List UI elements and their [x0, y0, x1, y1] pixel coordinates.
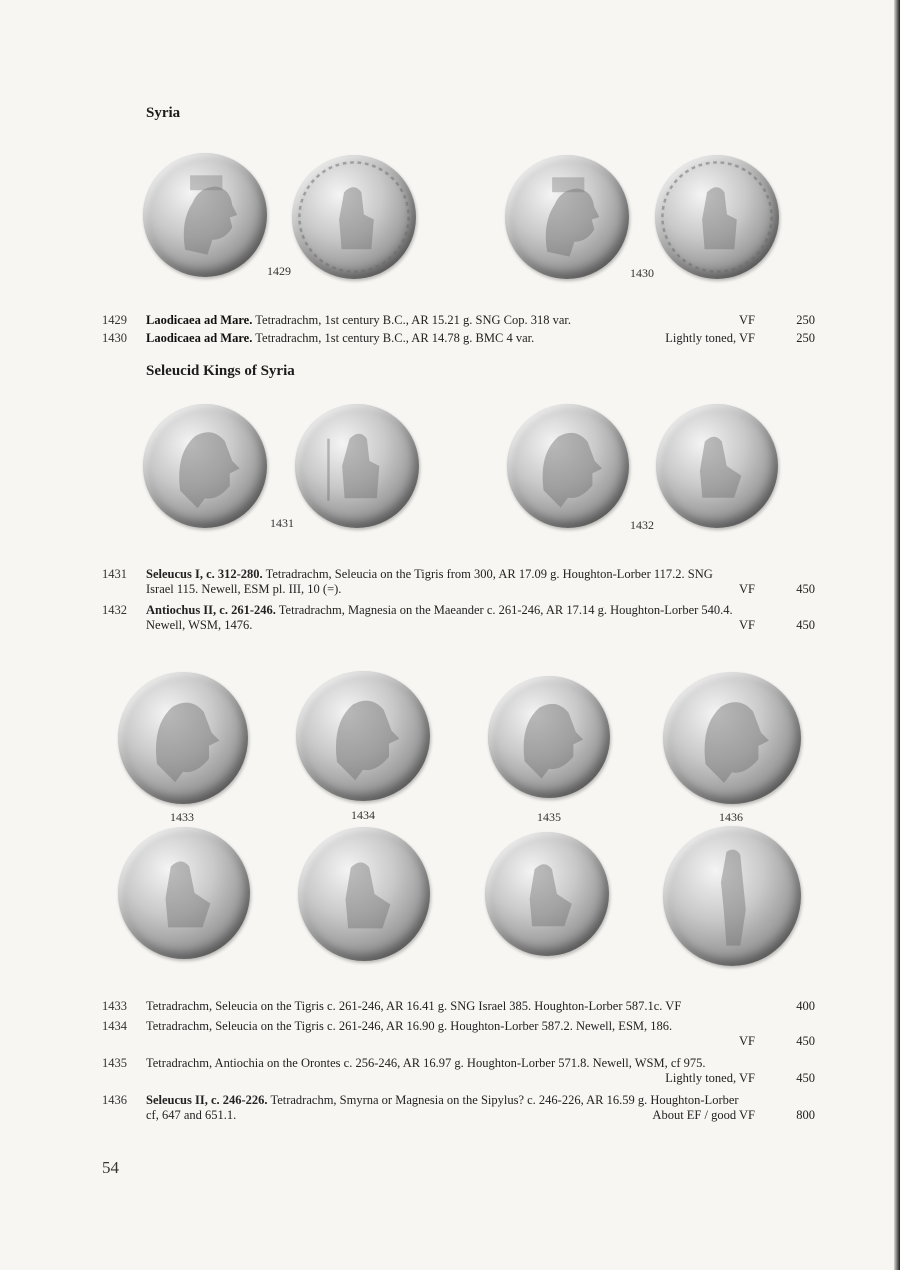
entry-ruler: Laodicaea ad Mare.	[146, 331, 253, 345]
coin-image-1435-obverse	[488, 676, 610, 798]
catalog-entry-1433	[102, 999, 815, 1015]
coin-number-label: 1430	[630, 266, 654, 280]
catalog-entry-1429	[102, 313, 815, 329]
entry-description-continued: cf, 647 and 651.1.	[146, 1108, 237, 1122]
coin-image-1435-reverse	[485, 832, 609, 956]
entry-grade: VF	[739, 1034, 755, 1048]
entry-description: Tetradrachm, Smyrna or Magnesia on the Sipylus? c. 246-226, AR 16.59 g. Houghton-Lorber	[270, 1093, 739, 1107]
entry-price: 250	[796, 313, 815, 327]
entry-price: 250	[796, 331, 815, 345]
catalog-entry-1435	[102, 1056, 815, 1088]
page-number: 54	[102, 1158, 119, 1177]
entry-number: 1431	[102, 567, 127, 581]
page-edge	[894, 0, 900, 1270]
entry-grade: VF	[739, 313, 755, 327]
coin-number-label: 1431	[270, 516, 294, 530]
coin-image-1433-reverse	[118, 827, 250, 959]
entry-description: Tetradrachm, Magnesia on the Maeander c. 261-246, AR 17.14 g. Houghton-Lorber 540.4.	[278, 603, 733, 617]
entry-number: 1434	[102, 1019, 127, 1033]
coin-image-1430-reverse	[655, 155, 779, 279]
coin-number-label: 1435	[537, 810, 561, 824]
entry-number: 1429	[102, 313, 127, 327]
coin-image-1429-reverse	[292, 155, 416, 279]
entry-description: Tetradrachm, Seleucia on the Tigris from 300, AR 17.09 g. Houghton-Lorber 117.2. SNG	[265, 567, 713, 581]
coin-image-1429-obverse	[143, 153, 267, 277]
entry-description: Tetradrachm, 1st century B.C., AR 14.78 g. BMC 4 var.	[255, 331, 535, 345]
entry-number: 1432	[102, 603, 127, 617]
section-heading-seleucid-kings: Seleucid Kings of Syria	[146, 363, 295, 379]
catalog-entry-1431	[102, 567, 815, 599]
entry-price: 450	[796, 1034, 815, 1048]
coin-image-1436-obverse	[663, 672, 801, 804]
entry-ruler: Antiochus II, c. 261-246.	[146, 603, 276, 617]
coin-number-label: 1436	[719, 810, 743, 824]
entry-number: 1435	[102, 1056, 127, 1070]
coin-number-label: 1433	[170, 810, 194, 824]
catalog-entry-1436	[102, 1093, 815, 1125]
entry-description-continued: Newell, WSM, 1476.	[146, 618, 253, 632]
coin-image-1436-reverse	[663, 826, 801, 966]
entry-price: 450	[796, 582, 815, 596]
coin-number-label: 1432	[630, 518, 654, 532]
catalog-entry-1430	[102, 331, 815, 347]
entry-number: 1433	[102, 999, 127, 1013]
entry-price: 450	[796, 1071, 815, 1085]
entry-grade: VF	[739, 582, 755, 596]
coin-image-1434-reverse	[298, 827, 430, 961]
section-heading-syria: Syria	[146, 105, 181, 121]
catalog-entry-1432	[102, 603, 815, 635]
entry-number: 1430	[102, 331, 127, 345]
coin-number-label: 1434	[351, 808, 375, 822]
entry-description: Tetradrachm, Seleucia on the Tigris c. 261-246, AR 16.90 g. Houghton-Lorber 587.2. Newell, ESM, 186.	[146, 1019, 673, 1033]
entry-number: 1436	[102, 1093, 127, 1107]
coin-image-1430-obverse	[505, 155, 629, 279]
entry-grade: Lightly toned, VF	[665, 331, 755, 345]
coin-image-1431-reverse	[295, 404, 419, 528]
coin-image-1432-reverse	[656, 404, 778, 528]
catalog-entry-1434	[102, 1019, 815, 1051]
coin-image-1431-obverse	[143, 404, 267, 528]
coin-image-1432-obverse	[507, 404, 629, 528]
entry-price: 400	[796, 999, 815, 1013]
entry-description-continued: Israel 115. Newell, ESM pl. III, 10 (=).	[146, 582, 342, 596]
coin-number-label: 1429	[267, 264, 291, 278]
entry-description: Tetradrachm, Seleucia on the Tigris c. 261-246, AR 16.41 g. SNG Israel 385. Houghton-Lorber 587.1c. VF	[146, 999, 682, 1013]
entry-ruler: Laodicaea ad Mare.	[146, 313, 253, 327]
entry-description: Tetradrachm, 1st century B.C., AR 15.21 g. SNG Cop. 318 var.	[255, 313, 572, 327]
entry-ruler: Seleucus II, c. 246-226.	[146, 1093, 268, 1107]
coin-image-1434-obverse	[296, 671, 430, 801]
entry-grade: VF	[739, 618, 755, 632]
entry-ruler: Seleucus I, c. 312-280.	[146, 567, 263, 581]
entry-grade: About EF / good VF	[652, 1108, 755, 1122]
entry-price: 450	[796, 618, 815, 632]
entry-description: Tetradrachm, Antiochia on the Orontes c. 256-246, AR 16.97 g. Houghton-Lorber 571.8. Newell, WSM, cf 975.	[146, 1056, 706, 1070]
entry-price: 800	[796, 1108, 815, 1122]
entry-grade: Lightly toned, VF	[665, 1071, 755, 1085]
coin-image-1433-obverse	[118, 672, 248, 804]
